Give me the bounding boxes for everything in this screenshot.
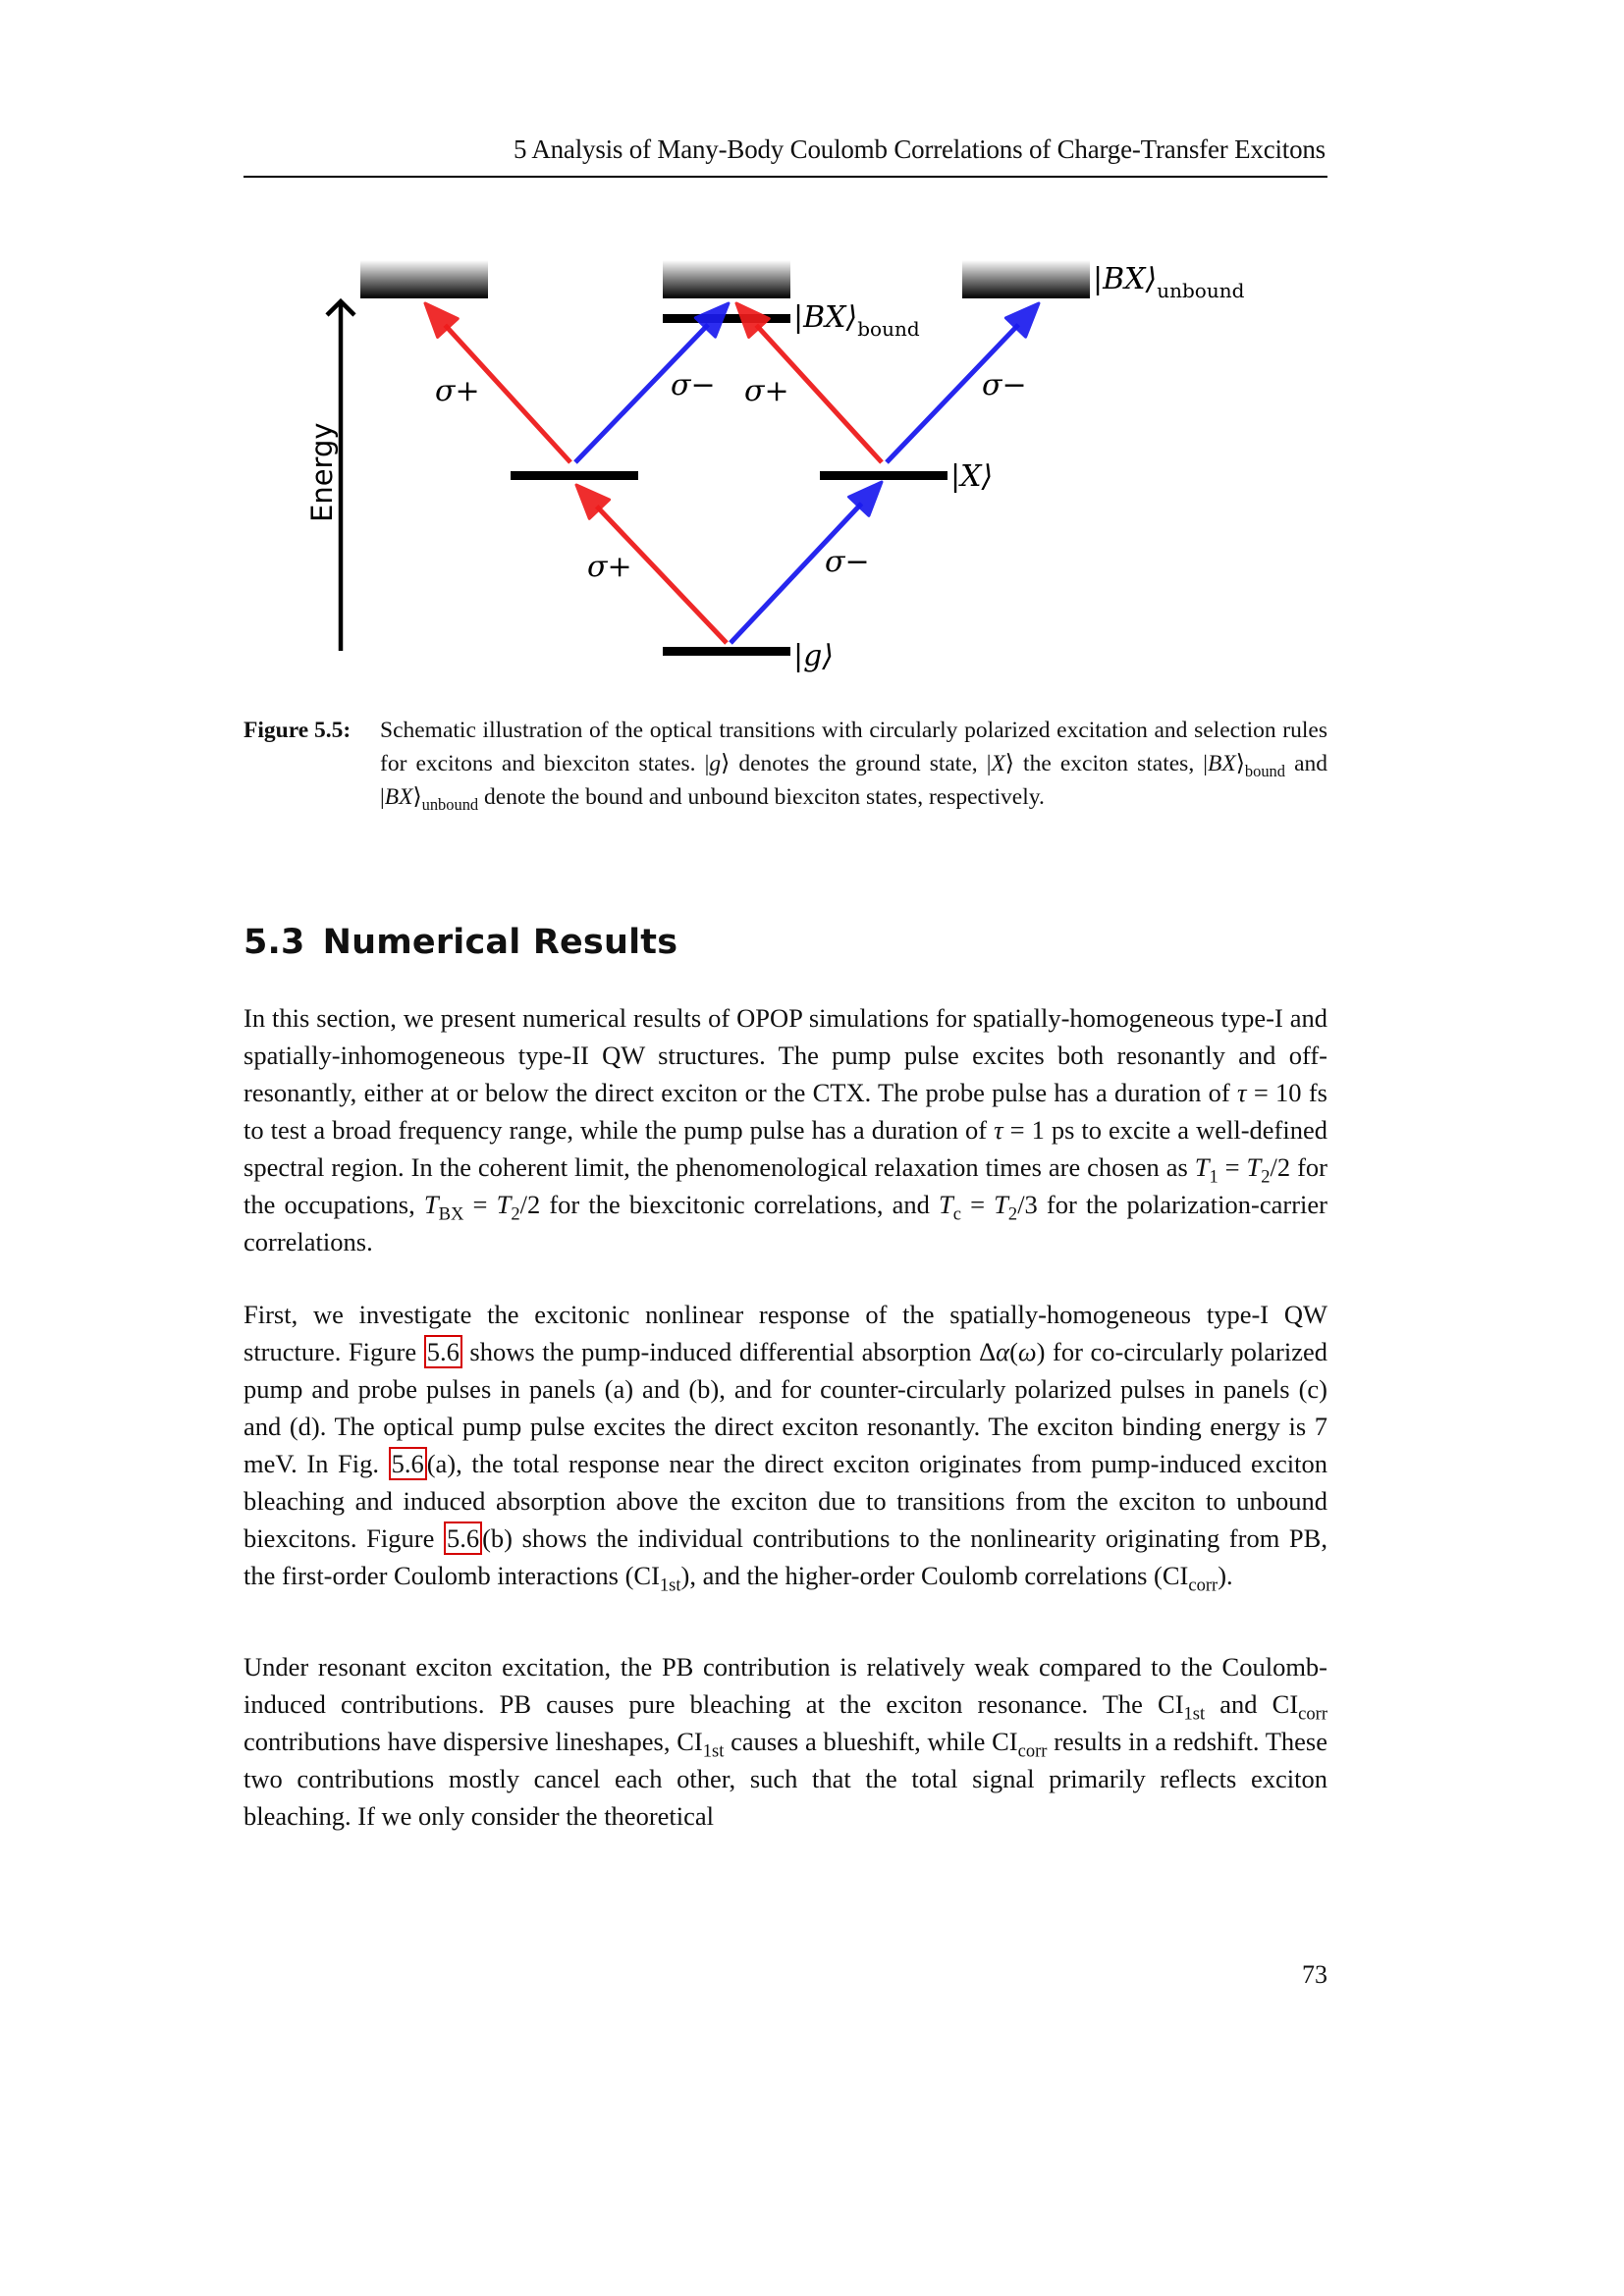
label-bx-unbound: $|BX⟩_{unbound}$ (1093, 262, 1245, 302)
energy-axis (305, 301, 354, 651)
continuum-right (962, 260, 1090, 298)
level-x-left (511, 471, 638, 480)
figure-caption (244, 714, 1327, 814)
level-bx-bound (663, 314, 790, 323)
paragraph-2: First, we investigate the excitonic nonlinear response of the spatially-homogeneous type-I QW structure. Figure 5.6 shows the pump-induced differential absorption Δα(ω) for co-circularly polarized pump and probe pulses in panels (a) and (b), and for counter-circularly polarized pulses in panels (c) and (d). The optical pump pulse excites the direct exciton resonantly. The exciton binding energy is 7 meV. In Fig. 5.6 (a), the total response near the direct exciton originates from pump-induced exciton bleaching and induced absorption above the exciton due to transitions from the exciton to unbound biexcitons. Figure 5.6 (b) shows the individual contributions to the nonlinearity originating from PB, the first-order Coulomb interactions $(CI_{1st})$, and the higher-order Coulomb correlations $(CI_{corr})$. (244, 1300, 1328, 1596)
paragraph-3: Under resonant exciton excitation, the PB contribution is relatively weak compared to the Coulomb-induced contributions. PB causes pure bleaching at the exciton resonance. The $CI_{1st}$ and $CI_{corr}$ contributions have dispersive lineshapes, $CI_{1st}$ causes a blueshift, while $CI_{corr}$ results in a redshift. These two contributions mostly cancel each other, such that the total signal primarily reflects exciton bleaching. If we only consider the theoretical (244, 1652, 1327, 1831)
label-sigma-xleft-bound: σ− (671, 368, 716, 402)
figure-ref-link[interactable]: 5.6 (444, 1522, 482, 1555)
level-ground (663, 647, 790, 656)
label-sigma-g-xleft: σ+ (587, 550, 632, 584)
label-sigma-xright-bound: σ+ (744, 374, 789, 408)
section-number: 5.3 (244, 923, 305, 962)
label-sigma-xleft-cont: σ+ (435, 374, 480, 408)
paragraph-1: In this section, we present numerical results of OPOP simulations for spatially-homogeneous type-I and spatially-inhomogeneous type-II QW structures. The pump pulse excites both resonantly and off-resonantly, either at or below the direct exciton or the CTX. The probe pulse has a duration of τ = 10 fs to test a broad frequency range, while the pump pulse has a duration of τ = 1 ps to excite a well-defined spectral region. In the coherent limit, the phenomenological relaxation times are chosen as $T_1 = T_2/2$ for the occupations, $T_{BX} = T_2/2$ for the biexcitonic correlations, and $T_c = T_2/3$ for the polarization-carrier correlations. (244, 1003, 1327, 1256)
label-exciton: |X⟩ (950, 459, 994, 494)
energy-axis-label: Energy (305, 422, 339, 522)
section-title: Numerical Results (322, 923, 678, 962)
continuum-left (360, 260, 488, 298)
level-x-right (820, 471, 947, 480)
running-head-text: 5 Analysis of Many-Body Coulomb Correlations of Charge-Transfer Excitons (513, 134, 1326, 164)
label-ground: |g⟩ (793, 639, 835, 673)
page-number: 73 (1302, 1960, 1327, 1989)
energy-level-diagram (0, 0, 1624, 707)
figure-ref-link[interactable]: 5.6 (424, 1335, 462, 1368)
label-bx-bound: $|BX⟩_{bound}$ (793, 300, 920, 341)
continuum-middle (663, 260, 790, 298)
label-sigma-xright-unbound: σ− (982, 368, 1027, 402)
section-heading (244, 923, 677, 962)
figure-caption-label: Figure 5.5: (244, 718, 352, 743)
figure-caption-text: Schematic illustration of the optical transitions with circularly polarized excitation and selection rules for excitons and biexciton states. |g⟩ denotes the ground state, |X⟩ the exciton states, $|BX⟩_{bound}$ and $|BX⟩_{unbound}$ denote the bound and unbound biexciton states, respectively. (380, 718, 1328, 814)
label-sigma-g-xright: σ− (825, 545, 870, 579)
figure-ref-link[interactable]: 5.6 (389, 1447, 427, 1480)
